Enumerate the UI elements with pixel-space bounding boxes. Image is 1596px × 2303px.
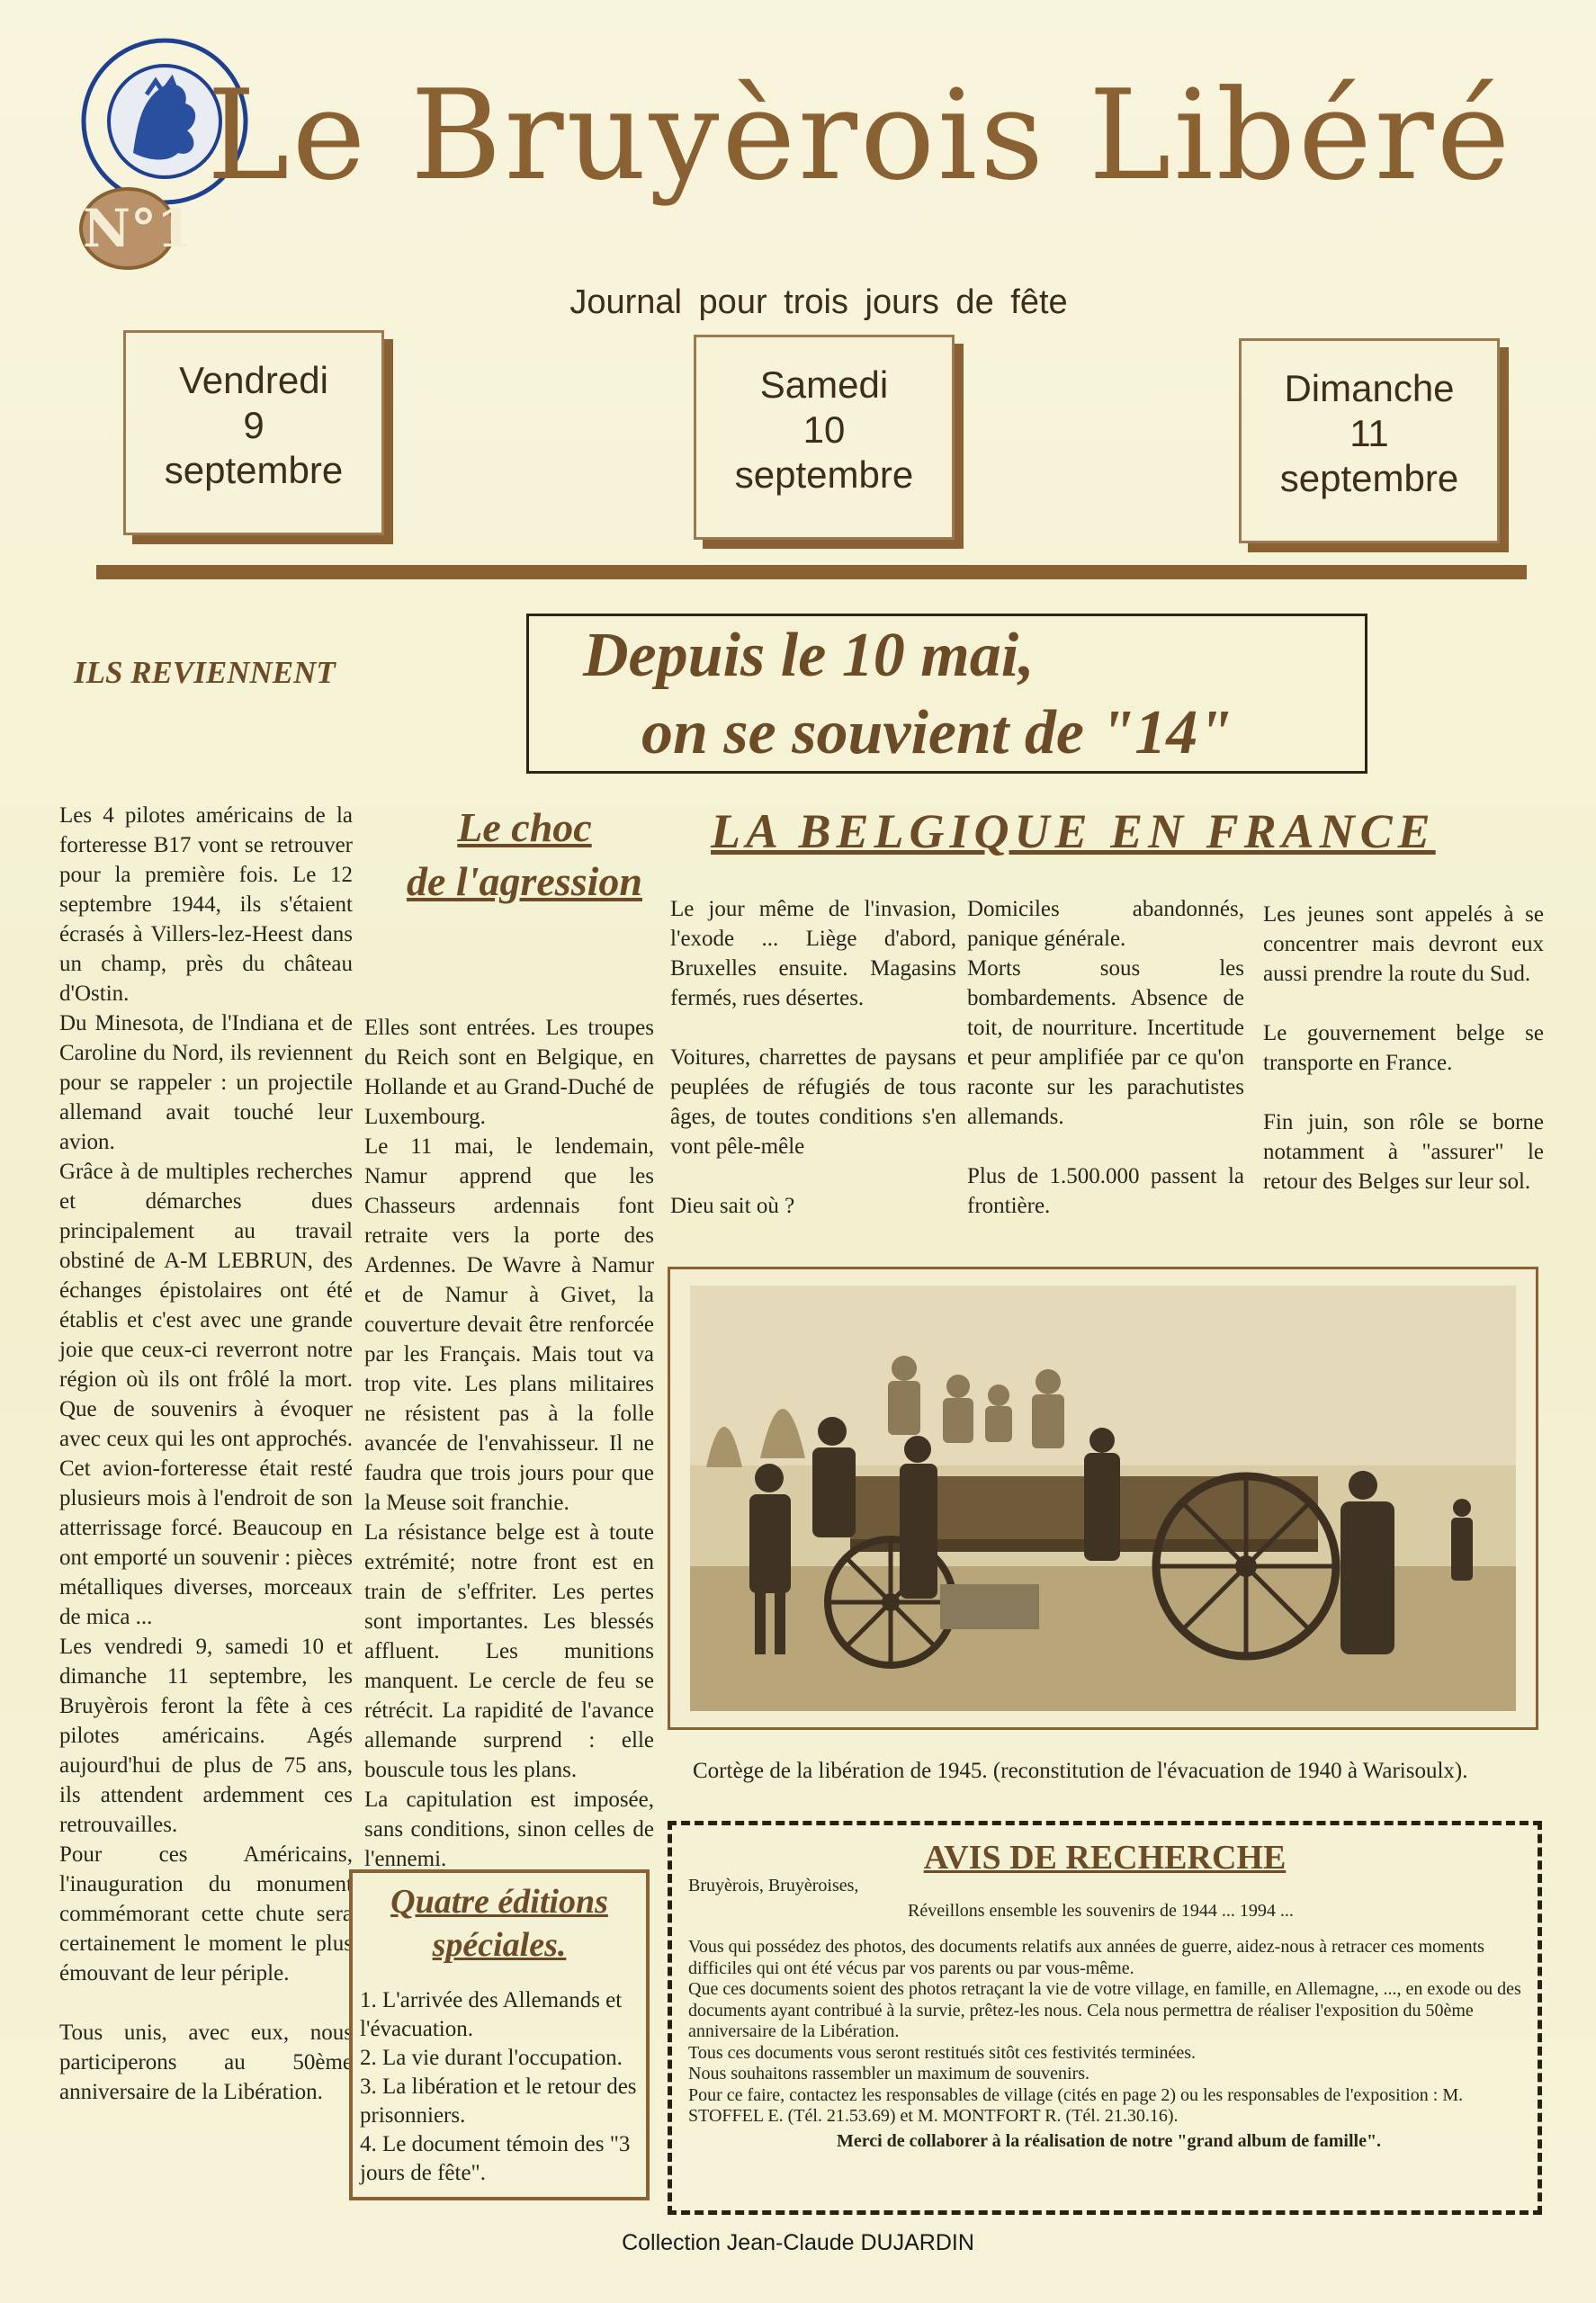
quatre-title-line2: spéciales. [432, 1926, 567, 1964]
date-month: septembre [1279, 457, 1459, 499]
date-number: 11 [1349, 412, 1389, 454]
date-number: 9 [243, 404, 265, 446]
avis-greeting: Bruyèrois, Bruyèroises, [688, 1876, 859, 1895]
masthead-subtitle: Journal pour trois jours de fête [569, 283, 1068, 321]
date-day: Samedi [759, 363, 889, 406]
avis-paragraph: Tous ces documents vous seront restitués sitôt ces festivités terminées. [688, 2042, 1197, 2063]
date-month: septembre [734, 453, 914, 496]
edition-item: 1. L'arrivée des Allemands et l'évacuation. [360, 1988, 623, 2041]
header-rule [96, 565, 1527, 579]
column-ils-reviennent [59, 801, 353, 2107]
photo-cart-scene-icon [670, 1269, 1536, 1727]
date-number: 10 [802, 408, 846, 451]
column-choc [364, 1013, 654, 1874]
date-box-sunday [1239, 338, 1500, 543]
date-day: Vendredi [179, 359, 328, 401]
avis-subheading: Réveillons ensemble les souvenirs de 1944 ... 1994 ... [908, 1901, 1294, 1921]
avis-closing: Merci de collaborer à la réalisation de notre "grand album de famille". [836, 2130, 1382, 2151]
paragraph: La résistance belge est à toute extrémité; notre front est en train de s'effriter. Les pertes sont importantes. Les blessés affluent. Les munitions manquent. Le cercle de feu se rétrécit. La rapidité de l'avance allemande surprend : elle bouscule tous les plans. [364, 1520, 654, 1782]
paragraph: Les vendredi 9, samedi 10 et dimanche 11 septembre, les Bruyèrois feront la fête à ces pilotes américains. Agés aujourd'hui de plus de 75 ans, ils attendent ardemment ces retrouvailles. [59, 1635, 353, 1837]
date-day: Dimanche [1284, 367, 1455, 409]
paragraph: Plus de 1.500.000 passent la frontière. [967, 1164, 1244, 1218]
belgique-column-b [967, 894, 1244, 1221]
paragraph: Voitures, charrettes de paysans peuplées de réfugiés de tous âges, de toutes conditions s'en vont pêle-mêle [670, 1045, 956, 1159]
edition-item: 3. La libération et le retour des prisonniers. [360, 2074, 637, 2128]
date-box-saturday [694, 335, 955, 540]
edition-item: 4. Le document témoin des "3 jours de fête". [360, 2132, 631, 2185]
ils-reviennent-heading: ILS REVIENNENT [74, 655, 336, 690]
paragraph: Les jeunes sont appelés à se concentrer mais devront eux aussi prendre la route du Sud. [1263, 902, 1544, 986]
masthead-title: Le Bruyèrois Libéré [207, 63, 1513, 208]
avis-paragraph: Que ces documents soient des photos retraçant la vie de votre village, en famille, en Allemagne, ..., en exode ou des documents ayant contribué à la survie, prêtez-les nous. Cela nous permettra de réaliser l'exposition du 50ème anniversaire de la Libération. [688, 1979, 1521, 2041]
date-month: septembre [164, 449, 344, 491]
paragraph: Du Minesota, de l'Indiana et de Caroline du Nord, ils reviennent pour se rappeler : un projectile allemand avait touché leur avion. [59, 1011, 353, 1154]
paragraph: Le 11 mai, le lendemain, Namur apprend que les Chasseurs ardennais font retraite vers la porte des Ardennes. De Wavre à Namur et de Namur à Givet, la couverture devait être renforcée par les Français. Mais tout va trop vite. Les plans militaires ne résistent pas à la folle avancée de l'envahisseur. Il ne faudra que trois jours pour que la Meuse soit franchie. [364, 1134, 654, 1515]
liberation-photo [668, 1267, 1538, 1730]
main-headline-line2: on se souvient de "14" [641, 698, 1233, 767]
quatre-editions-title [360, 1880, 639, 1967]
avis-body [688, 1937, 1529, 2152]
belgique-column-c [1263, 900, 1544, 1196]
paragraph: Domiciles abandonnés, panique générale. [967, 897, 1244, 951]
paragraph: Tous unis, avec eux, nous participerons au 50ème anniversaire de la Libération. [59, 2021, 353, 2104]
paragraph: Le jour même de l'invasion, l'exode ... Liège d'abord, Bruxelles ensuite. Magasins fermés, rues désertes. [670, 897, 956, 1010]
choc-heading [376, 801, 673, 909]
collection-footer: Collection Jean-Claude DUJARDIN [622, 2230, 974, 2255]
quatre-editions-box [349, 1869, 650, 2200]
avis-paragraph: Vous qui possédez des photos, des documents relatifs aux années de guerre, aidez-nous à retracer ces moments difficiles qui ont été vécus par vos parents ou par vous-même. [688, 1937, 1484, 1978]
belgique-column-a [670, 894, 956, 1221]
photo-caption: Cortège de la libération de 1945. (reconstitution de l'évacuation de 1940 à Warisoulx). [693, 1759, 1468, 1783]
avis-title: AVIS DE RECHERCHE [923, 1839, 1287, 1877]
choc-heading-line2: de l'agression [407, 858, 642, 904]
main-headline-box [526, 614, 1367, 774]
avis-paragraph: Nous souhaitons rassembler un maximum de souvenirs. [688, 2064, 1090, 2083]
paragraph: Elles sont entrées. Les troupes du Reich sont en Belgique, en Hollande et au Grand-Duché de Luxembourg. [364, 1016, 654, 1129]
paragraph: Le gouvernement belge se transporte en France. [1263, 1021, 1544, 1075]
paragraph: Pour ces Américains, l'inauguration du monument commémorant cette chute sera certainement le moment le plus émouvant de leur périple. [59, 1842, 353, 1985]
paragraph: Grâce à de multiples recherches et démarches dues principalement au travail obstiné de A-M LEBRUN, des échanges épistolaires ont été établis et c'est avec une grande joie que ceux-ci reverront notre région où ils ont frôlé la mort. Que de souvenirs à évoquer avec ceux qui les ont approchés. Cet avion-forteresse était resté plusieurs mois à l'endroit de son atterrissage forcé. Beaucoup en ont emporté un souvenir : pièces métalliques diverses, morceaux de mica ... [59, 1160, 353, 1629]
issue-label: N°1 [83, 198, 193, 259]
paragraph: Dieu sait où ? [670, 1194, 795, 1218]
belgique-heading: LA BELGIQUE EN FRANCE [711, 804, 1436, 858]
paragraph: Les 4 pilotes américains de la forteresse B17 vont se retrouver pour la première fois. Le 12 septembre 1944, ils s'étaient écrasés à Villers-lez-Heest dans un champ, près du château d'Ostin. [59, 803, 353, 1006]
paragraph: Morts sous les bombardements. Absence de toit, de nourriture. Incertitude et peur amplifiée par ce qu'on raconte sur les parachutistes allemands. [967, 956, 1244, 1129]
paragraph: La capitulation est imposée, sans conditions, sinon celles de l'ennemi. [364, 1788, 654, 1871]
main-headline-line1: Depuis le 10 mai, [583, 621, 1035, 690]
date-box-friday [123, 330, 384, 535]
quatre-title-line1: Quatre éditions [390, 1883, 608, 1921]
issue-badge [79, 187, 193, 270]
choc-heading-line1: Le choc [457, 804, 592, 850]
paragraph: Fin juin, son rôle se borne notamment à "assurer" le retour des Belges sur leur sol. [1263, 1110, 1544, 1194]
avis-de-recherche-box [668, 1821, 1542, 2215]
avis-paragraph: Pour ce faire, contactez les responsables de village (cités en page 2) ou les responsables de l'exposition : M. STOFFEL E. (Tél. 21.53.69) et M. MONTFORT R. (Tél. 21.30.16). [688, 2084, 1464, 2126]
edition-item: 2. La vie durant l'occupation. [360, 2046, 623, 2070]
